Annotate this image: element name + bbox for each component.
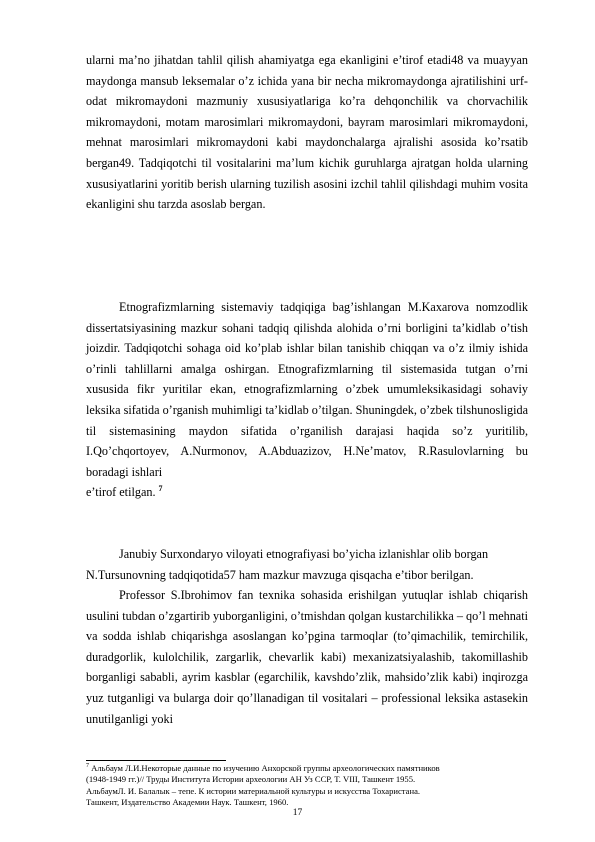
paragraph-3-line-2: N.Tursunovning tadqiqotida57 ham mazkur mavzuga qisqacha e’tibor berilgan. — [86, 567, 474, 582]
page-number: 17 — [292, 808, 303, 818]
paragraph-2-text: Etnografizmlarning sistemaviy tadqiqiga bag’ishlangan M.Kaxarova nomzodlik dissertatsiyasining mazkur sohani tadqiq qilishda alohida o’rni borligini ta’kidlab o’tish joizdir. Tadqiqotchi sohaga oid ko’plab ishlar bilan tanishib chiqqan va o’z ilmiy ishida o’rinli tahlillarni amalga oshirgan. Etnografizmlarning til sistemasida tutgan o’rni xususida fikr yuritilar ekan, etnografizmlarning o’zbek umumleksikasidagi sohaviy leksika sifatida o’rganish muhimligi ta’kidlab o’tilgan. Shuningdek, o’zbek tilshunosligida til sistemasining maydon sifatida o’rganilish darajasi haqida so’z yuritilib, I.Qo’chqortoyev, A.Nurmonov, A.Abduazizov, H.Ne’matov, R.Rasulovlarning bu boradagi ishlari — [86, 300, 528, 479]
footnotes — [86, 763, 536, 809]
footnote-reference: 7 — [158, 484, 163, 494]
paragraph-4-text: Professor S.Ibrohimov fan texnika sohasida erishilgan yutuqlar ishlab chiqarish usulini tubdan o’zgartirib yuborganligini, o’tmishdan qolgan kustarchilikka – qo’l mehnati va sodda ishlab chiqarishga asoslangan ko’pgina tarmoqlar (to’qimachilik, temirchilik, duradgorlik, kulolchilik, zargarlik, chevarlik kabi) mexanizatsiyalashib, takomillashib borganligi sababli, ayrim kasblar (egarchilik, kavshdo’zlik, mahsido’zlik kabi) inqirozga yuz tutganligi va bularga doir qo’llanadigan til vositalari – professional leksika astasekin unutilganligi yoki — [86, 588, 528, 726]
footnote-line-3: АльбаумЛ. И. Балалык – тепе. К истории материальной культуры и искусства Тохаристана. — [86, 785, 421, 796]
paragraph-2 — [86, 297, 528, 503]
paragraph-3-line-1: Janubiy Surxondaryo viloyati etnografiyasi bo’yicha izlanishlar olib borgan — [119, 547, 489, 561]
paragraph-4 — [86, 585, 528, 729]
paragraph-2-end — [86, 482, 528, 503]
paragraph-3 — [86, 544, 528, 585]
footnote-separator — [86, 760, 226, 761]
footnote-mark: 7 — [86, 763, 89, 770]
paragraph-1 — [86, 50, 528, 215]
footnote-line-1 — [86, 763, 536, 774]
footnote-line-4: Ташкент, Издательство Академии Наук. Ташкент, 1960. — [86, 797, 289, 808]
paragraph-2-end-text: e’tirof etilgan. — [86, 485, 156, 500]
paragraph-1-text: ularni ma’no jihatdan tahlil qilish ahamiyatga ega ekanligini e’tirof etadi48 va muayyan maydonga mansub leksemalar o’z ichida yana bir necha mikromaydonga ajratilishini urf-odat mikromaydoni mazmuniy xususiyatlariga ko’ra dehqonchilik va chorvachilik mikromaydoni, motam marosimlari mikromaydoni, bayram marosimlari mikromaydoni, mehnat marosimlari mikromaydoni kabi maydonchalarga ajralishi asosida ko’rsatib bergan49. Tadqiqotchi til vositalarini ma’lum kichik guruhlarga ajratgan holda ularning xususiyatlarini yoritib berish ularning tuzilish asosini izchil tahlil qilishdagi muhim vosita ekanligini shu tarzda asoslab bergan. — [86, 53, 528, 212]
footnote-line-1-text: Альбаум Л.И.Некоторые данные по изучению Анхорской группы археологических памятников — [91, 763, 440, 773]
footnote-line-2: (1948-1949 гг.)// Труды Института Истории археологии АН Уз ССР, Т. VIII, Ташкент 1955. — [86, 774, 416, 785]
